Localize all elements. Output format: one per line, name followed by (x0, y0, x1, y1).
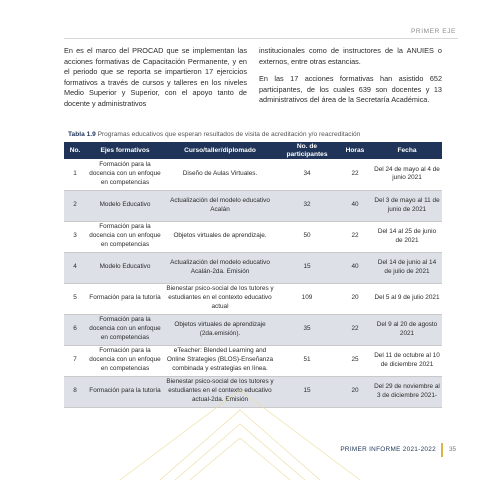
paragraph: En es el marco del PROCAD que se implementan las acciones formativas de Capacitación Permanente, y en el periodo que se reporta se impartieron 17 ejercicios formativos a través de cursos y talleres en los niveles Medio Superior y Superior, con el apoyo tanto de docente y administrativos (64, 46, 247, 108)
table-cell-col-date: Del 14 de junio al 14 de julio de 2021 (372, 252, 442, 283)
table-cell-col-hours: 20 (338, 376, 372, 407)
table-caption-text: Programas educativos que esperan resultados de visita de acreditación y/o reacreditación (97, 131, 361, 138)
table-body (64, 159, 442, 407)
table-cell-col-course: Actualización del modelo educativo Acalán-2da. Emisión (164, 252, 276, 283)
table-header-col-number: No. (69, 146, 81, 154)
table-cell-col-date: Del 9 al 20 de agosto 2021 (372, 314, 442, 345)
table-cell-col-participants: 15 (276, 252, 338, 283)
decorative-lines (0, 380, 480, 480)
table-cell-col-number: 6 (64, 314, 86, 345)
table-cell-col-date: Del 24 de mayo al 4 de junio 2021 (372, 159, 442, 190)
table-header-row (64, 142, 442, 159)
table-cell-col-axis: Formación para la tutoría (86, 376, 164, 407)
table-header-col-course: Curso/taller/diplomado (184, 146, 256, 154)
table-cell-col-course: Objetos virtuales de aprendizaje. (164, 221, 276, 252)
table-header-col-date: Fecha (397, 146, 417, 154)
table-cell-col-hours: 40 (338, 252, 372, 283)
table-cell-col-course: Bienestar psico-social de los tutores y estudiantes en el contexto educativo actual-2da. Emisión (164, 376, 276, 407)
table-cell-col-date: Del 11 de octubre al 10 de diciembre 2021 (372, 345, 442, 376)
section-tag: PRIMER EJE (410, 28, 456, 35)
table-row (64, 252, 442, 283)
body-text (64, 46, 442, 117)
table-cell-col-course: eTeacher: Blended Learning and Online Strategies (BLOS)-Enseñanza combinada y estrategias en línea. (164, 345, 276, 376)
table-cell-col-number: 3 (64, 221, 86, 252)
page-number: 35 (449, 446, 457, 453)
table-cell-col-hours: 22 (338, 221, 372, 252)
table-cell-col-date: Del 14 al 25 de junio de 2021 (372, 221, 442, 252)
table-cell-col-number: 8 (64, 376, 86, 407)
training-table (64, 142, 442, 408)
table-cell-col-hours: 40 (338, 190, 372, 221)
table-cell-col-number: 4 (64, 252, 86, 283)
table-cell-col-axis: Formación para la docencia con un enfoque en competencias (86, 221, 164, 252)
table-cell-col-axis: Modelo Educativo (86, 190, 164, 221)
table-cell-col-hours: 22 (338, 159, 372, 190)
table-cell-col-participants: 15 (276, 376, 338, 407)
table-row (64, 314, 442, 345)
table-cell-col-hours: 25 (338, 345, 372, 376)
table-cell-col-number: 5 (64, 283, 86, 314)
footer-divider (441, 443, 443, 457)
body-column-left (64, 46, 247, 117)
table-cell-col-participants: 109 (276, 283, 338, 314)
table-cell-col-axis: Formación para la docencia con un enfoque en competencias (86, 345, 164, 376)
table-cell-col-axis: Formación para la tutoría (86, 283, 164, 314)
table-row (64, 283, 442, 314)
table-cell-col-date: Del 3 de mayo al 11 de junio de 2021 (372, 190, 442, 221)
table-cell-col-axis: Formación para la docencia con un enfoque en competencias (86, 159, 164, 190)
table-row (64, 345, 442, 376)
table-cell-col-hours: 20 (338, 283, 372, 314)
table-cell-col-participants: 34 (276, 159, 338, 190)
table-caption (68, 131, 448, 138)
table-cell-col-number: 7 (64, 345, 86, 376)
table-cell-col-course: Diseño de Aulas Virtuales. (164, 159, 276, 190)
table-cell-col-date: Del 5 al 9 de julio 2021 (372, 283, 442, 314)
table-cell-col-participants: 32 (276, 190, 338, 221)
table-cell-col-number: 1 (64, 159, 86, 190)
table-cell-col-course: Actualización del modelo educativo Acalán (164, 190, 276, 221)
body-column-right (259, 46, 442, 117)
table-cell-col-number: 2 (64, 190, 86, 221)
table-row (64, 190, 442, 221)
footer-report: PRIMER INFORME 2021-2022 (340, 446, 436, 453)
table-cell-col-course: Objetos virtuales de aprendizaje (2da.emisión). (164, 314, 276, 345)
paragraph: En las 17 acciones formativas han asistido 652 participantes, de los cuales 639 son docentes y 13 administrativos del área de la Secretaría Académica. (259, 74, 442, 105)
paragraph: institucionales como de instructores de la ANUIES o externos, entre otras estancias. (259, 46, 442, 66)
header-divider (64, 38, 458, 39)
table-row (64, 159, 442, 190)
table-cell-col-participants: 35 (276, 314, 338, 345)
table-cell-col-axis: Formación para la docencia con un enfoque en competencias (86, 314, 164, 345)
table-header-col-hours: Horas (345, 146, 365, 154)
table-cell-col-hours: 22 (338, 314, 372, 345)
table-cell-col-participants: 50 (276, 221, 338, 252)
table-cell-col-course: Bienestar psico-social de los tutores y estudiantes en el contexto educativo actual (164, 283, 276, 314)
table-cell-col-participants: 51 (276, 345, 338, 376)
table-header-col-axis: Ejes formativos (100, 146, 150, 154)
table-cell-col-axis: Modelo Educativo (86, 252, 164, 283)
table-cell-col-date: Del 29 de noviembre al 3 de diciembre 2021- (372, 376, 442, 407)
table-caption-label: Tabla 1.9 (68, 131, 96, 138)
table-header-col-participants: No. de participantes (286, 143, 328, 158)
table-row (64, 221, 442, 252)
